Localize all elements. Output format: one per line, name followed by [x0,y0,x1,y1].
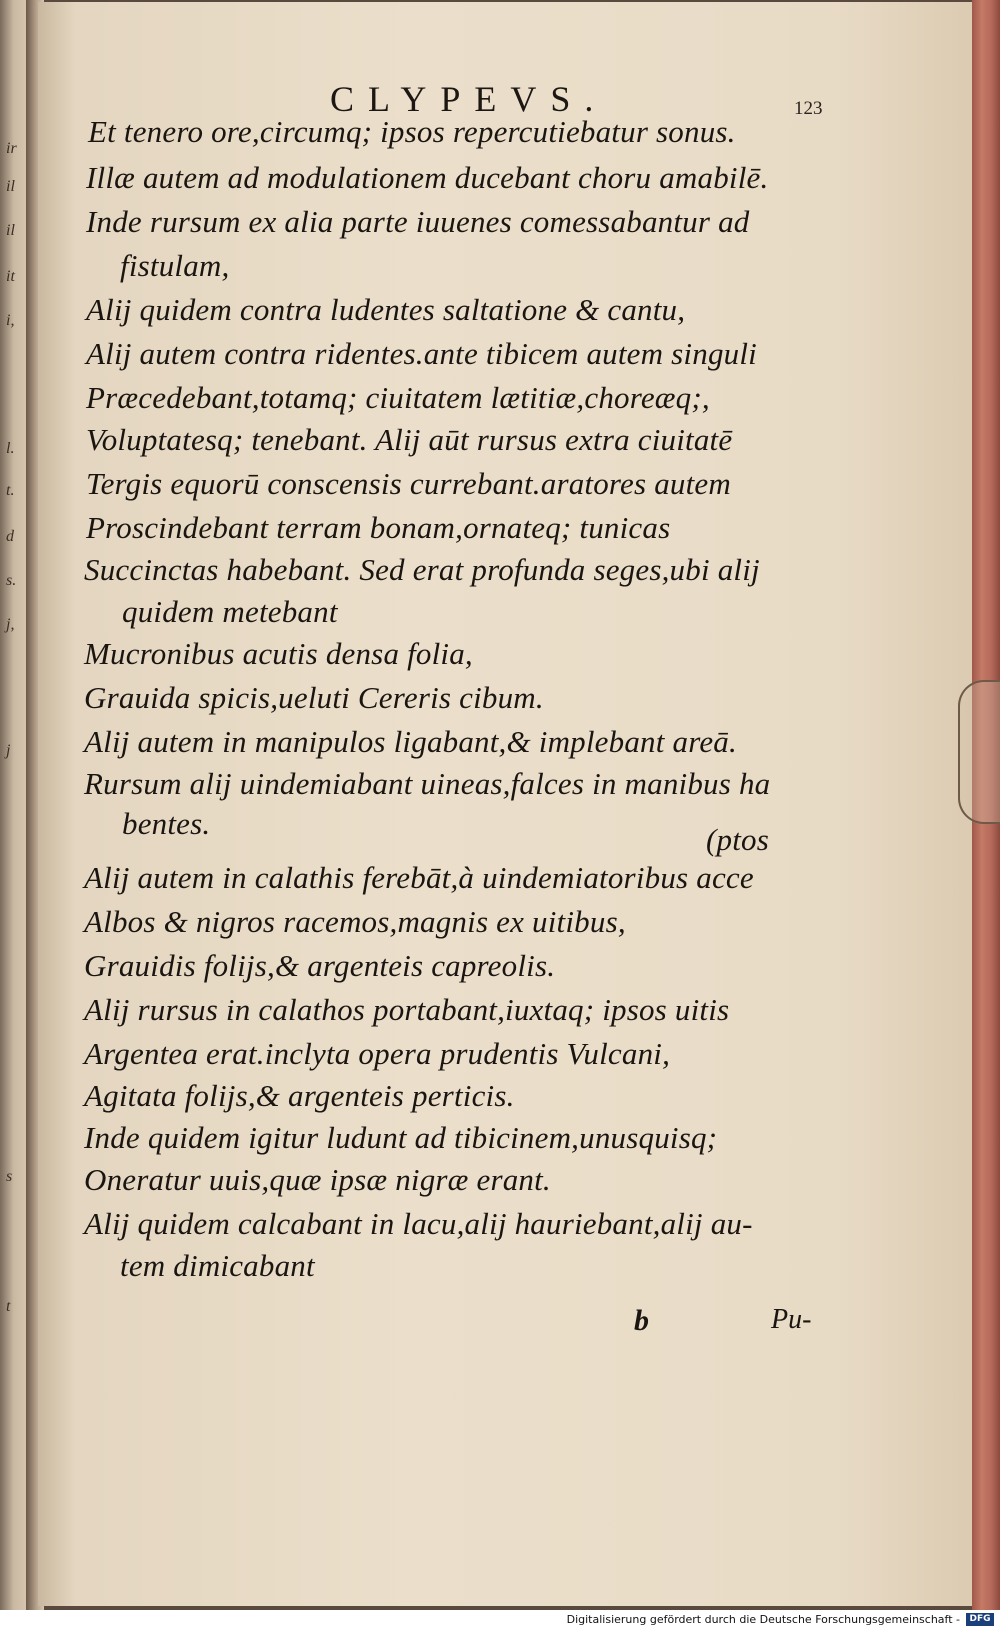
text-line: Rursum alij uindemiabant uineas,falces in manibus ha [84,766,771,801]
margin-fragment: l. [6,440,15,457]
margin-fragment: i, [6,312,15,329]
text-line: Grauida spicis,ueluti Cereris cibum. [84,680,544,715]
digitization-footer [0,1610,1000,1630]
margin-fragment: d [6,528,14,545]
text-line: Inde quidem igitur ludunt ad tibicinem,unusquisq; [84,1120,718,1155]
text-line: Albos & nigros racemos,magnis ex uitibus, [84,904,626,939]
text-line: Præcedebant,totamq; ciuitatem lætitiæ,choreæq;, [86,380,710,415]
margin-fragment: s. [6,572,17,589]
text-line: Argentea erat.inclyta opera prudentis Vulcani, [84,1036,671,1071]
text-line: bentes. [122,806,211,841]
text-line: Inde rursum ex alia parte iuuenes comessabantur ad [86,204,750,239]
margin-fragment: it [6,268,15,285]
text-line: (ptos [706,822,769,857]
text-line: Alij quidem contra ludentes saltatione & cantu, [86,292,686,327]
text-line: Alij autem contra ridentes.ante tibicem autem singuli [86,336,757,371]
running-header: CLYPEVS. [330,79,608,119]
book-page [38,2,973,1606]
text-line: Agitata folijs,& argenteis perticis. [84,1078,515,1113]
text-line: Alij quidem calcabant in lacu,alij hauriebant,alij au- [84,1206,753,1241]
text-line: Alij rursus in calathos portabant,iuxtaq; ipsos uitis [84,992,730,1027]
catchword: Pu- [771,1304,812,1335]
text-line: Tergis equorū conscensis currebant.aratores autem [86,466,731,501]
page-number: 123 [794,98,823,119]
margin-fragment: ir [6,140,17,157]
text-line: fistulam, [120,248,230,283]
margin-fragment: j [6,742,11,759]
text-line: Alij autem in manipulos ligabant,& implebant areā. [84,724,737,759]
margin-fragment: il [6,222,15,239]
text-line: Alij autem in calathis ferebāt,à uindemiatoribus acce [84,860,754,895]
bookmark-clasp [958,680,1000,824]
signature-mark: b [634,1304,649,1337]
dfg-logo: DFG [966,1613,994,1626]
margin-fragment: il [6,178,15,195]
footer-credit: Digitalisierung gefördert durch die Deutsche Forschungsgemeinschaft - [566,1613,960,1626]
text-line: quidem metebant [122,594,338,629]
margin-fragment: s [6,1168,13,1185]
text-line: tem dimicabant [120,1248,315,1283]
text-line: Et tenero ore,circumq; ipsos repercutiebatur sonus. [88,114,736,149]
margin-fragment: t [6,1298,11,1315]
text-line: Succinctas habebant. Sed erat profunda seges,ubi alij [84,552,760,587]
text-line: Grauidis folijs,& argenteis capreolis. [84,948,556,983]
text-line: Proscindebant terram bonam,ornateq; tunicas [86,510,671,545]
text-line: Illæ autem ad modulationem ducebant choru amabilē. [86,160,769,195]
text-line: Voluptatesq; tenebant. Alij aūt rursus extra ciuitatē [86,422,733,457]
margin-fragment: t. [6,482,15,499]
text-line: Mucronibus acutis densa folia, [84,636,473,671]
text-line: Oneratur uuis,quæ ipsæ nigræ erant. [84,1162,551,1197]
margin-fragment: j, [6,616,15,633]
